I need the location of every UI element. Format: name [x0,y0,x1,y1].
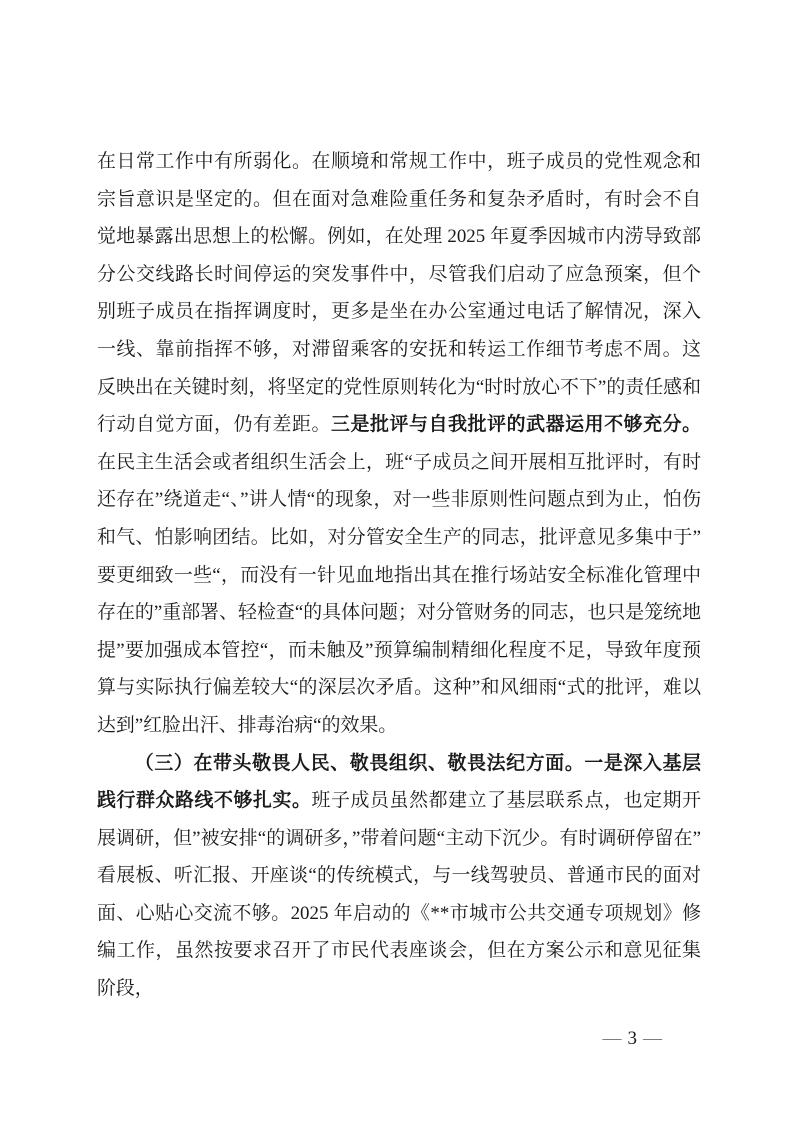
body-text-run: 班子成员虽然都建立了基层联系点，也定期开展调研，但”被安排“的调研多，”带着问题“主动下沉少。有时调研停留在”看展板、听汇报、开座谈“的传统模式，与一线驾驶员、普通市民的面对面、心贴心交流不够。2025 年启动的《**市城市公共交通专项规划》修编工作，虽然按要求召开了市民代表座谈会，但在方案公示和意见征集阶段， [97,790,702,1000]
body-text-run: 在民主生活会或者组织生活会上，班“子成员之间开展相互批评时，有时还存在”绕道走“、”讲人情“的现象，对一些非原则性问题点到为止，怕伤和气、怕影响团结。比如，对分管安全生产的同志，批评意见多集中于”要更细致一些“，而没有一针见血地指出其在推行场站安全标准化管理中存在的”重部署、轻检查“的具体问题；对分管财务的同志，也只是笼统地提”要加强成本管控“，而未触及”预算编制精细化程度不足，导致年度预算与实际执行偏差较大“的深层次矛盾。这种”和风细雨“式的批评，难以达到”红脸出汗、排毒治病“的效果。 [97,451,701,736]
page-number: 3 [627,1028,637,1049]
bold-lead-third-point: 三是批评与自我批评的武器运用不够充分。 [331,414,702,436]
body-text-run: 在日常工作中有所弱化。在顺境和常规工作中，班子成员的党性观念和宗旨意识是坚定的。但在面对急难险重任务和复杂矛盾时，有时会不自觉地暴露出思想上的松懈。例如，在处理 2025 年夏季因城市内涝导致部分公交线路长时间停运的突发事件中，尽管我们启动了应急预案，但个别班子成员在指挥调度时，更多是坐在办公室通过电话了解情况，深入一线、靠前指挥不够，对滞留乘客的安抚和转运工作细节考虑不周。这反映出在关键时刻，将坚定的党性原则转化为“时时放心不下”的责任感和行动自觉方面，仍有差距。 [97,151,701,436]
document-body [97,143,701,1008]
section-three-heading: （三）在带头敬畏人民、敬畏组织、敬畏法纪方面。一是深入基层践行群众路线不够扎实。 [97,752,701,812]
paragraph-section-three [97,745,701,1008]
footer-dash-right: — [643,1028,662,1049]
paragraph-continued [97,143,701,745]
footer-dash-left: — [602,1028,622,1049]
page-footer [0,1026,668,1052]
